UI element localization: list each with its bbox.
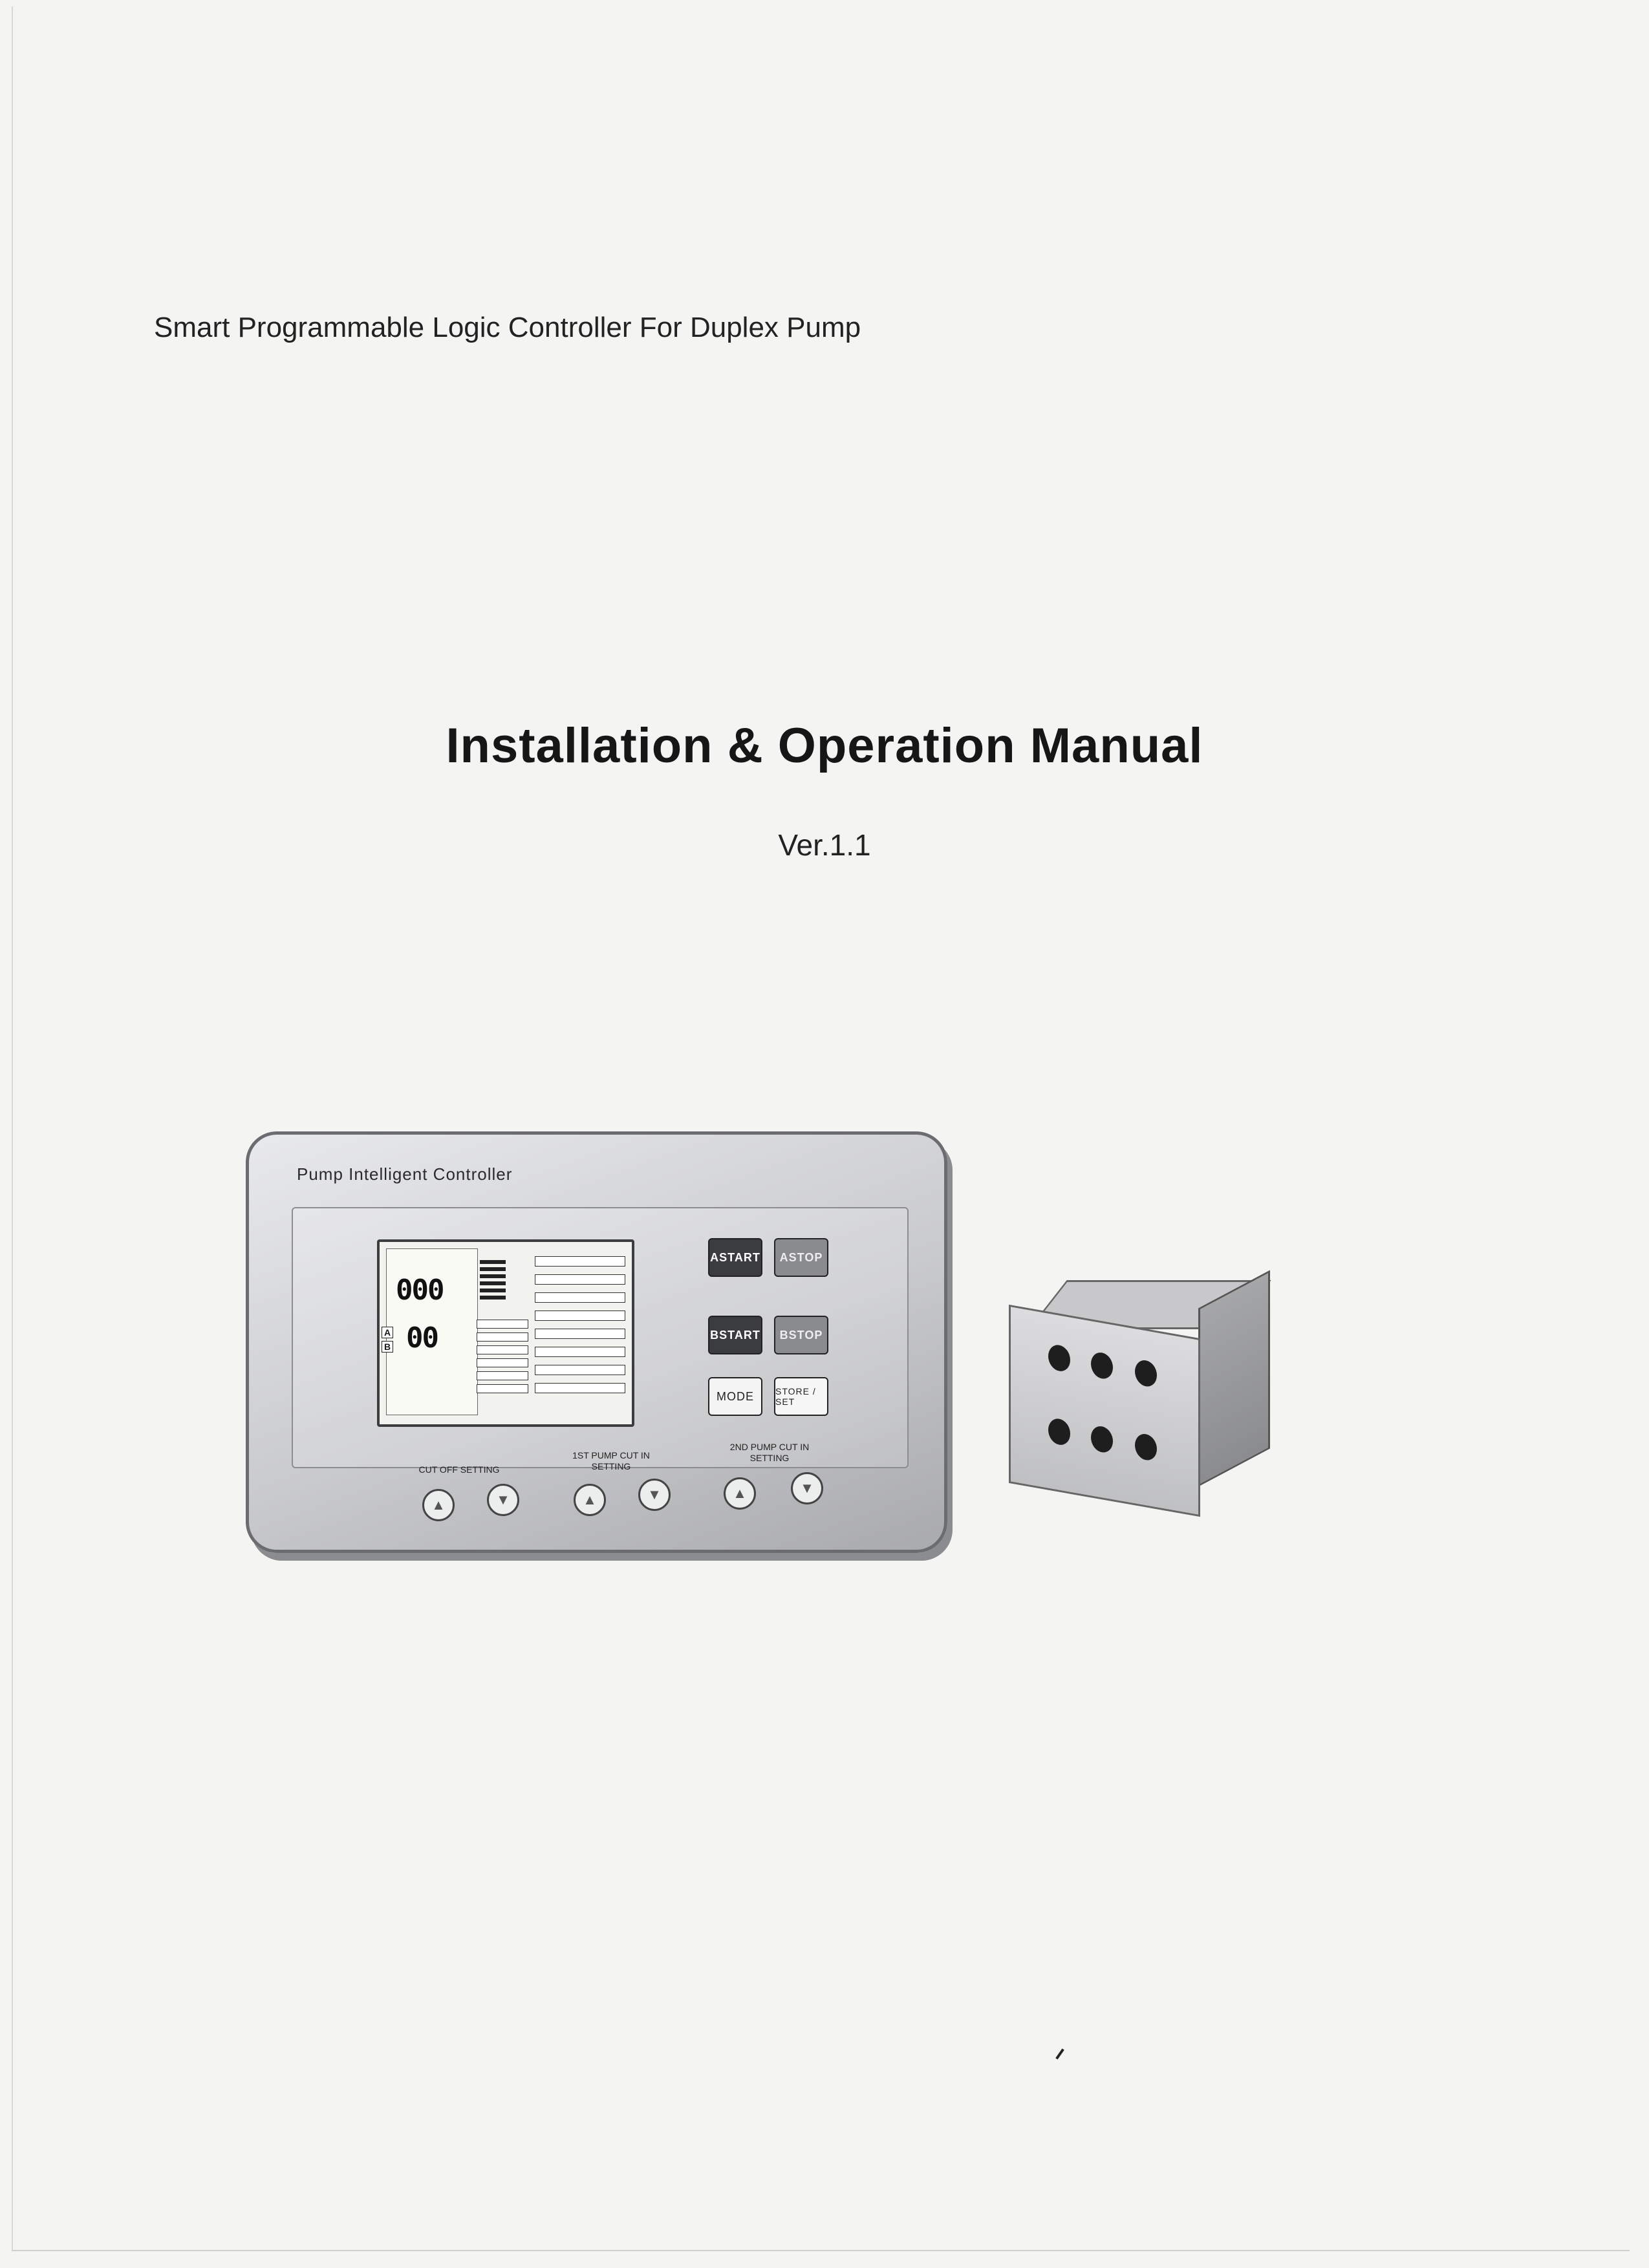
cutoff-down-arrow-icon: ▼ [487, 1484, 519, 1516]
cutoff-setting-label: CUT OFF SETTING [418, 1464, 500, 1475]
lcd-row-a-digits: 000 [396, 1274, 444, 1307]
lcd-row-b-digits: 00 [406, 1321, 438, 1354]
cable-hole [1135, 1358, 1157, 1388]
version-label: Ver.1.1 [778, 828, 871, 862]
document-title: Installation & Operation Manual [446, 718, 1203, 773]
lcd-mode-indicators [477, 1320, 528, 1397]
pump1-down-arrow-icon: ▼ [638, 1479, 671, 1511]
cable-hole [1048, 1417, 1070, 1447]
astop-button: ASTOP [774, 1238, 828, 1277]
junction-box-side [1198, 1270, 1270, 1486]
pump2-setting-label: 2ND PUMP CUT IN SETTING [729, 1442, 810, 1463]
lcd-status-indicators [535, 1256, 625, 1401]
document-subtitle: Smart Programmable Logic Controller For Duplex Pump [154, 312, 861, 343]
junction-box-photo [1009, 1280, 1280, 1526]
bstart-button: BSTART [708, 1316, 762, 1354]
lcd-label-b: B [382, 1341, 393, 1353]
pump1-setting-label: 1ST PUMP CUT IN SETTING [572, 1450, 650, 1471]
cable-hole [1048, 1343, 1070, 1373]
astart-button: ASTART [708, 1238, 762, 1277]
lcd-label-a: A [382, 1327, 393, 1338]
store-set-button: STORE / SET [774, 1377, 828, 1416]
lcd-screen [386, 1248, 478, 1415]
lcd-display [377, 1239, 634, 1427]
cable-hole [1135, 1432, 1157, 1462]
cable-hole [1091, 1424, 1113, 1454]
cable-hole [1091, 1351, 1113, 1380]
lcd-level-bars [480, 1260, 506, 1303]
controller-photo [246, 1131, 947, 1553]
pump2-down-arrow-icon: ▼ [791, 1472, 823, 1504]
bstop-button: BSTOP [774, 1316, 828, 1354]
mode-button: MODE [708, 1377, 762, 1416]
cutoff-up-arrow-icon: ▲ [422, 1489, 455, 1521]
controller-label: Pump Intelligent Controller [297, 1164, 513, 1184]
pump2-up-arrow-icon: ▲ [724, 1477, 756, 1510]
junction-box-front [1009, 1305, 1200, 1517]
pump1-up-arrow-icon: ▲ [574, 1484, 606, 1516]
